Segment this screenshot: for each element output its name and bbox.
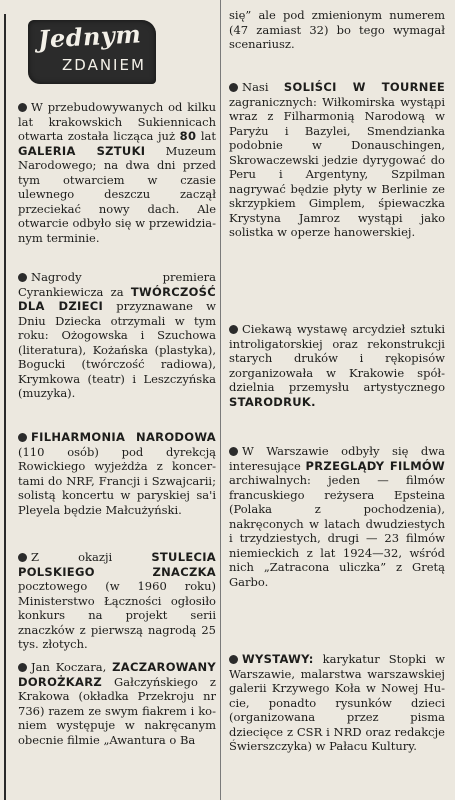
text-run: przyznawane w Dniu Dziecka otrzymali w tym roku: Ożogowska i Szuchowa (literatura), Kożańska (plastyka), Bogucki (twórczość radiowa), Krymkowa (teatr) i Leszczyńska (muzyka). [18,299,216,400]
item-stulecie-znaczka [18,550,216,652]
bold-heading: TWÓRCZOŚĆ DLA DZIECI [18,284,216,313]
text-run: karykatur Stopki w Warszawie, malarstwa warszawskiej galerii Krzywego Koła w Nowej Hucie, ponadto rysunków dzieci (organizowana przez pisma dziecięce z CSR i NRD oraz redakcje Świerszczyka) w Pałacu Kultury. [229,652,445,753]
text-run: Z okazji [31,550,152,564]
item-filharmonia [18,430,216,517]
bullet-icon [229,325,238,334]
bullet-icon [18,273,27,282]
bullet-icon [18,663,27,672]
text-run: lat [196,129,217,143]
bullet-icon [229,447,238,456]
column-masthead [28,20,156,84]
item-wystawy [229,652,445,754]
bullet-icon [18,553,27,562]
bold-heading: STARODRUK. [229,394,316,409]
bold-heading: 80 [179,129,197,143]
text-run: Muzeum Narodowego; na dwa dni przed tym otwarciem w czasie ulewnego deszczu zaczął przeciekać nowy dach. Ale otwarcie odbyło się w przewidzianym terminie. [18,143,216,245]
bullet-icon [18,103,27,112]
bullet-icon [18,433,27,442]
item-przeglady-filmow [229,444,445,589]
bold-heading: PRZEGLĄDY FILMÓW [305,458,445,473]
item-continuation [229,8,445,52]
text-run: (110 osób) pod dyrekcją Rowickiego wyjeżdża z koncertami do NRF, Francji i Szwajcarii; solistą koncertu w paryskiej sa'i Pleyela będzie Małcużyński. [18,444,216,517]
bold-heading: ZACZAROWANY DOROŻKARZ [18,660,216,689]
text-run: archiwalnych: jeden — filmów francuskiego reżysera Epsteina (Polaka z pochodzenia), nakręconych w latach dwudziestych i trzydziestych, drugi — 23 filmów niemieckich z lat 1924—32, wśród nich „Zatracona uliczka” z Gretą Garbo. [229,473,445,589]
text-run: W przebudowywanych od kilku lat krakowskich Sukiennicach otwarta została licząca już [18,100,216,143]
bold-heading: STULECIA POLSKIEGO ZNACZKA [18,550,216,579]
text-run: Gałczyńskiego z Krakowa (okładka Przekroju nr 736) razem ze swym fiakrem i koniem występuje w nakręcanym obecnie filmie „Awantura o Ba [18,674,216,747]
bullet-icon [229,83,238,92]
column-divider [220,0,221,800]
item-zaczarowany-dorozkarz [18,660,216,747]
item-nagrody-premiera [18,270,216,401]
text-run: Nasi [242,80,284,94]
bullet-icon [229,655,238,664]
item-galeria-sztuki [18,100,216,245]
text-run: się” ale pod zmienionym numerem (47 zamiast 32) bo tego wymagał scenariusz. [229,8,445,51]
item-starodruk [229,322,445,409]
text-run: pocztowego (w 1960 roku) Ministerstwo Łączności ogłosiło konkurs na projekt serii znaczków z pierwszą nagrodą 25 tys. złotych. [18,579,216,651]
masthead-caps: ZDANIEM [62,56,146,74]
text-run: zagranicznych: Wiłkomirska wystąpi wraz z Filharmonią Narodową w Paryżu i Bazylei, Smendzianka podobnie w Donauschingen, Skrowaczewski jedzie dyrygować do Peru i Argentyny, Szpilman nagrywać będzie płyty w Berlinie ze skrzypkiem Gimplem, śpiewaczka Krystyna Jamroz wystąpi jako solistka w operze hanowerskiej. [229,94,445,239]
text-run: Nagrody premiera Cyrankiewicza za [18,270,216,299]
masthead-script: Jednym [37,19,142,54]
bold-heading: WYSTAWY: [242,652,314,666]
left-border-rule [4,14,6,800]
bold-heading: FILHARMONIA NARODOWA [31,430,216,444]
text-run: W Warszawie odbyły się dwa interesujące [229,444,445,473]
text-run: Jan Koczara, [31,660,113,674]
item-solisci-tournee [229,80,445,240]
text-run: Ciekawą wystawę arcydzieł sztuki introligatorskiej oraz rekonstrukcji starych druków i rękopisów zorganizowała w Krakowie spółdzielnia przemysłu artystycznego [229,322,445,394]
bold-heading: SOLIŚCI W TOURNEE [283,80,446,94]
bold-heading: GALERIA SZTUKI [18,143,146,158]
